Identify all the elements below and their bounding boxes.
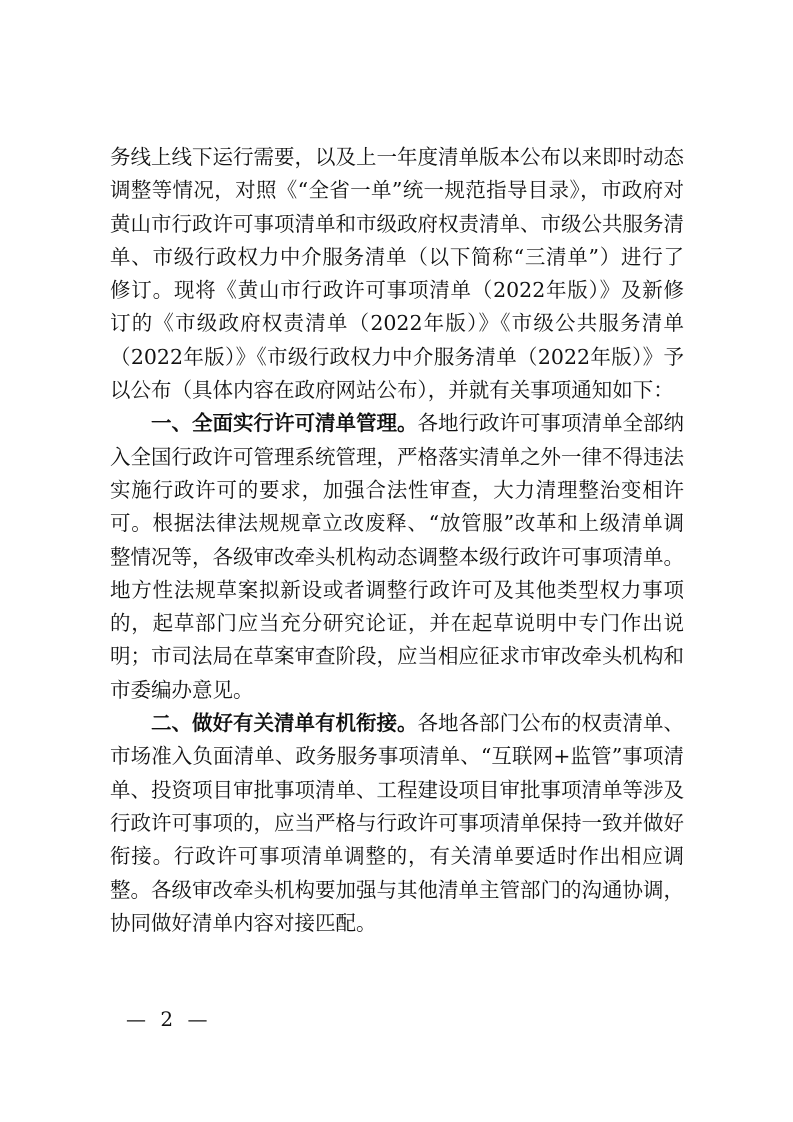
paragraph-section-2 (110, 707, 684, 940)
paragraph-intro (110, 141, 684, 407)
body-text (110, 141, 684, 940)
page-number: — 2 — (126, 1007, 212, 1031)
section-1-text: 各地行政许可事项清单全部纳入全国行政许可管理系统管理，严格落实清单之外一律不得违法实施行政许可的要求，加强合法性审查，大力清理整治变相许可。根据法律法规规章立改废释、“放管服”改革和上级清单调整情况等，各级审改牵头机构动态调整本级行政许可事项清单。地方性法规草案拟新设或者调整行政许可及其他类型权力事项的，起草部门应当充分研究论证，并在起草说明中专门作出说明；市司法局在草案审查阶段，应当相应征求市审改牵头机构和市委编办意见。 (110, 411, 684, 702)
paragraph-intro-text: 务线上线下运行需要，以及上一年度清单版本公布以来即时动态调整等情况，对照《“全省一单”统一规范指导目录》，市政府对黄山市行政许可事项清单和市级政府权责清单、市级公共服务清单、市级行政权力中介服务清单（以下简称“三清单”）进行了修订。现将《黄山市行政许可事项清单（2022年版）》及新修订的《市级政府权责清单（2022年版）》《市级公共服务清单（2022年版）》《市级行政权力中介服务清单（2022年版）》予以公布（具体内容在政府网站公布），并就有关事项通知如下： (110, 145, 684, 403)
section-2-heading: 二、做好有关清单有机衔接。 (151, 711, 418, 736)
paragraph-section-1 (110, 407, 684, 707)
section-1-heading: 一、全面实行许可清单管理。 (151, 411, 418, 436)
section-2-text: 各地各部门公布的权责清单、市场准入负面清单、政务服务事项清单、“互联网+监管”事项清单、投资项目审批事项清单、工程建设项目审批事项清单等涉及行政许可事项的，应当严格与行政许可事项清单保持一致并做好衔接。行政许可事项清单调整的，有关清单要适时作出相应调整。各级审改牵头机构要加强与其他清单主管部门的沟通协调，协同做好清单内容对接匹配。 (110, 711, 684, 935)
